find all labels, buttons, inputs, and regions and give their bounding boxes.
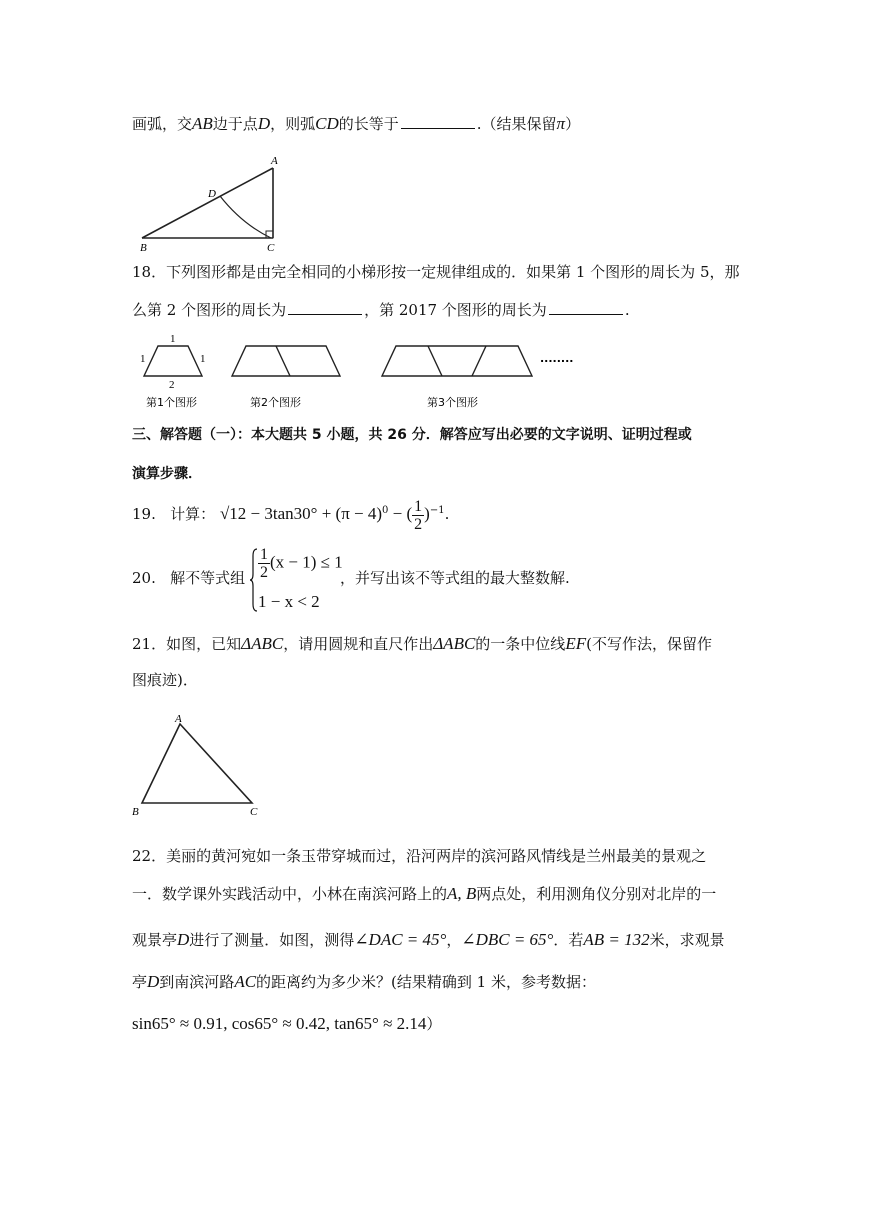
q18-line1: 18．下列图形都是由完全相同的小梯形按一定规律组成的．如果第 1 个图形的周长为 5，那 [132,263,740,281]
q20-fraction [258,546,270,581]
q19-frac-den: 2 [414,515,423,533]
q18-answer-blank-1[interactable] [288,300,362,315]
q17-pi: π [556,114,566,133]
q17-cd: CD [315,114,339,133]
q19-end: . [444,505,450,523]
q21-text-d: (不写作法，保留作 [586,635,712,653]
q18-dim-right: 1 [200,353,206,365]
q18-line2-a: 么第 2 个图形的周长为 [132,301,287,319]
q21-label-c: C [250,806,258,818]
q18-caption-2: 第2个图形 [250,396,301,409]
q22-line3-b: 进行了测量．如图，测得 [189,931,355,949]
q18-line2-b: ，第 2017 个图形的周长为 [364,301,547,319]
q18-answer-blank-2[interactable] [549,300,623,315]
q22-line4-b: 到南滨河路 [159,973,235,991]
q22-d: D [177,930,190,949]
q22-line2 [132,884,716,904]
q20-ineq1-text: (x − 1) ≤ 1 [270,552,343,572]
q20-ineq2: 1 − x < 2 [258,592,320,611]
q17-label-d: D [208,188,216,200]
q19-expr-a: √12 − 3tan30° + (π − 4) [219,504,383,523]
q22-line4 [132,972,596,992]
q22-line4-c: 的距离约为多少米？(结果精确到 1 米，参考数据： [256,973,596,991]
q21-triangle-figure [130,712,270,822]
q20-ineq1 [258,546,343,581]
q22-angle-dac: ∠DAC = 45° [354,930,447,949]
section3-heading-line1: 三、解答题（一）：本大题共 5 小题，共 26 分．解答应写出必要的文字说明、证明过程或 [132,427,692,443]
q21-line1 [132,634,712,654]
q20-text-a: 解不等式组 [170,569,246,587]
q19-fraction [412,498,424,533]
q21-abc-1: ΔABC [241,634,284,653]
q18-dim-left: 1 [140,353,146,365]
q17-text [132,114,580,134]
q20-frac-num: 1 [260,546,268,563]
q19-exp1: −1 [429,505,445,516]
q22-ab-length: AB = 132 [583,930,650,949]
q19-text: 计算： [170,505,216,523]
q17-answer-blank[interactable] [401,114,475,129]
q20-number: 20. [132,569,156,587]
q18-dim-bottom: 2 [169,379,175,391]
q17-text-f: ） [565,115,581,133]
q21-text-a: 21．如图，已知 [132,635,242,653]
q22-line2-b: 两点处，利用测角仪分别对北岸的一 [476,885,717,903]
q22-ab: A, B [447,884,477,903]
q22-sep: ， [446,931,462,949]
q22-line5-end: ） [426,1015,442,1033]
q22-ac: AC [234,972,257,991]
q20-frac-den: 2 [260,564,268,581]
q20-tail: ，并写出该不等式组的最大整数解. [340,569,570,587]
q22-line1: 22．美丽的黄河宛如一条玉带穿城而过，沿河两岸的滨河路风情线是兰州最美的景观之 [132,847,707,865]
q17-d: D [257,114,271,133]
q21-abc-2: ΔABC [433,634,476,653]
q18-ellipsis: ........ [540,352,574,365]
q21-line2: 图痕迹)． [132,671,198,689]
q17-text-d: 的长等于 [338,115,399,133]
q22-line3-d: 米，求观景 [649,931,725,949]
q22-line4-a: 亭 [132,973,148,991]
q19-expr-b: − ( [388,504,413,523]
q18-caption-3: 第3个图形 [427,396,478,409]
q22-line2-a: 一．数学课外实践活动中，小林在南滨河路上的 [132,885,448,903]
q21-label-a: A [175,713,182,725]
q17-text-c: ，则弧 [270,115,316,133]
q17-text-e: .（结果保留 [476,115,557,133]
q21-label-b: B [132,806,139,818]
q17-triangle-figure [130,150,290,255]
section3-heading-line2: 演算步骤． [132,466,202,482]
q18-dim-top: 1 [170,333,176,345]
q17-ab: AB [192,114,213,133]
q22-reference-data: sin65° ≈ 0.91, cos65° ≈ 0.42, tan65° ≈ 2.14 [132,1014,427,1033]
q19-frac-num: 1 [414,497,423,515]
q22-angle-dbc: ∠DBC = 65° [461,930,554,949]
q17-label-b: B [140,242,147,254]
q19-number: 19. [132,505,156,523]
q18-line2 [132,300,630,320]
q18-trapezoid-figures [130,330,590,415]
q18-line2-c: . [624,301,630,319]
q21-ef: EF [565,634,587,653]
q20-brace [250,548,258,612]
q22-line5 [132,1014,441,1034]
q22-line3-a: 观景亭 [132,931,178,949]
q17-text-b: 边于点 [212,115,258,133]
q21-text-c: 的一条中位线 [475,635,566,653]
q18-caption-1: 第1个图形 [146,396,197,409]
q19-expr-c: ) [424,504,430,523]
q17-label-a: A [271,155,278,167]
q22-line3 [132,930,725,950]
q17-text-a: 画弧，交 [132,115,193,133]
q19-exp0: 0 [382,505,389,516]
q19 [132,497,449,533]
q20-left [132,568,245,588]
q21-text-b: ，请用圆规和直尺作出 [283,635,434,653]
q22-line3-c: ．若 [553,931,584,949]
q22-d-2: D [147,972,160,991]
q17-label-c: C [267,242,275,254]
